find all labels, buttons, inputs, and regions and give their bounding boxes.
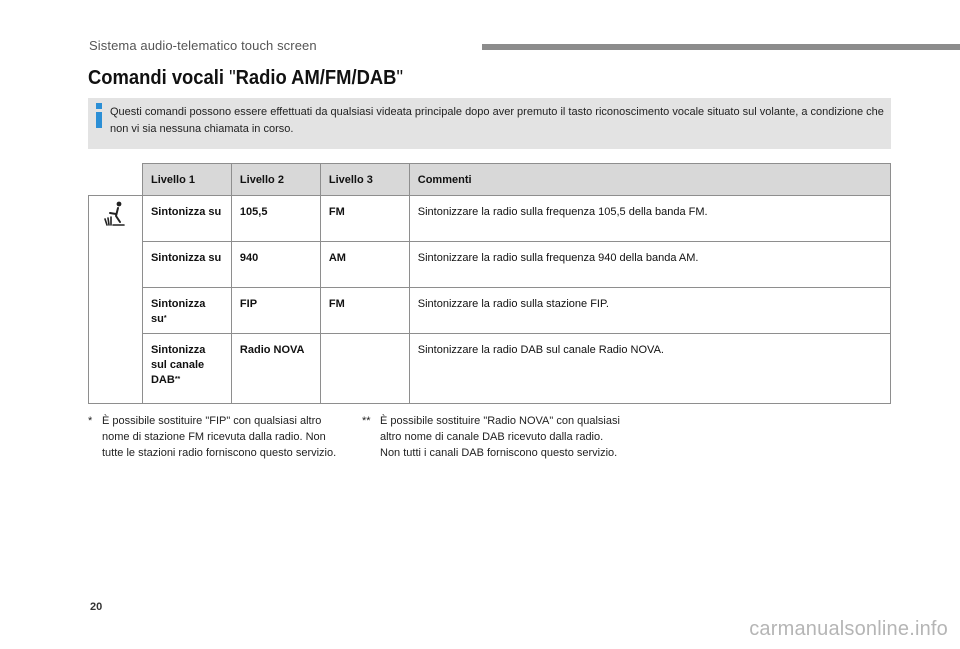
header-level2: Livello 2 (231, 164, 320, 196)
header-level3: Livello 3 (320, 164, 409, 196)
row3-level3: FM (320, 288, 409, 334)
title-quote-close: " (396, 67, 403, 89)
header-blank-cell (89, 164, 143, 196)
row3-level2: FIP (231, 288, 320, 334)
title-main: Radio AM/FM/DAB (235, 67, 397, 89)
row4-level2: Radio NOVA (231, 334, 320, 404)
row4-level3 (320, 334, 409, 404)
voice-icon-cell (89, 196, 143, 404)
voice-command-icon (102, 200, 128, 228)
header-comments: Commenti (409, 164, 890, 196)
footnote-1-mark: * (88, 415, 93, 427)
row3-level1: Sintonizza su* (142, 288, 231, 334)
info-icon (92, 103, 106, 127)
info-box (88, 98, 891, 149)
row2-level1: Sintonizza su (142, 242, 231, 288)
row4-comment: Sintonizzare la radio DAB sul canale Radio NOVA. (409, 334, 890, 404)
voice-commands-table (88, 163, 891, 404)
row1-level3: FM (320, 196, 409, 242)
table-row (89, 196, 891, 242)
page-title (88, 67, 403, 90)
row1-comment: Sintonizzare la radio sulla frequenza 105,5 della banda FM. (409, 196, 890, 242)
header-bar (482, 44, 960, 50)
footnote-1-text: È possibile sostituire "FIP" con qualsiasi altro nome di stazione FM ricevuta dalla radio. Non tutte le stazioni radio forniscono questo servizio. (102, 415, 337, 459)
title-quote-open: " (229, 67, 236, 89)
row2-level2: 940 (231, 242, 320, 288)
page-number: 20 (90, 601, 103, 613)
row2-level3: AM (320, 242, 409, 288)
table-row (89, 288, 891, 334)
row3-comment: Sintonizzare la radio sulla stazione FIP. (409, 288, 890, 334)
table-header-row (89, 164, 891, 196)
row1-level1: Sintonizza su (142, 196, 231, 242)
row1-level2: 105,5 (231, 196, 320, 242)
watermark: carmanualsonline.info (749, 618, 948, 640)
header-level1: Livello 1 (142, 164, 231, 196)
row2-comment: Sintonizzare la radio sulla frequenza 940 della banda AM. (409, 242, 890, 288)
row4-level1: Sintonizza sul canale DAB** (142, 334, 231, 404)
section-title: Sistema audio-telematico touch screen (89, 38, 317, 53)
footnote-2-text: È possibile sostituire "Radio NOVA" con qualsiasi altro nome di canale DAB ricevuto dalla radio. Non tutti i canali DAB forniscono questo servizio. (380, 415, 620, 459)
footnote-2-mark: ** (362, 415, 371, 427)
table-row (89, 334, 891, 404)
info-text: Questi comandi possono essere effettuati da qualsiasi videata principale dopo aver premuto il tasto riconoscimento vocale situato sul volante, a condizione che non vi sia nessuna chiamata in corso. (110, 106, 884, 135)
table-row (89, 242, 891, 288)
title-prefix: Comandi vocali (88, 67, 230, 89)
